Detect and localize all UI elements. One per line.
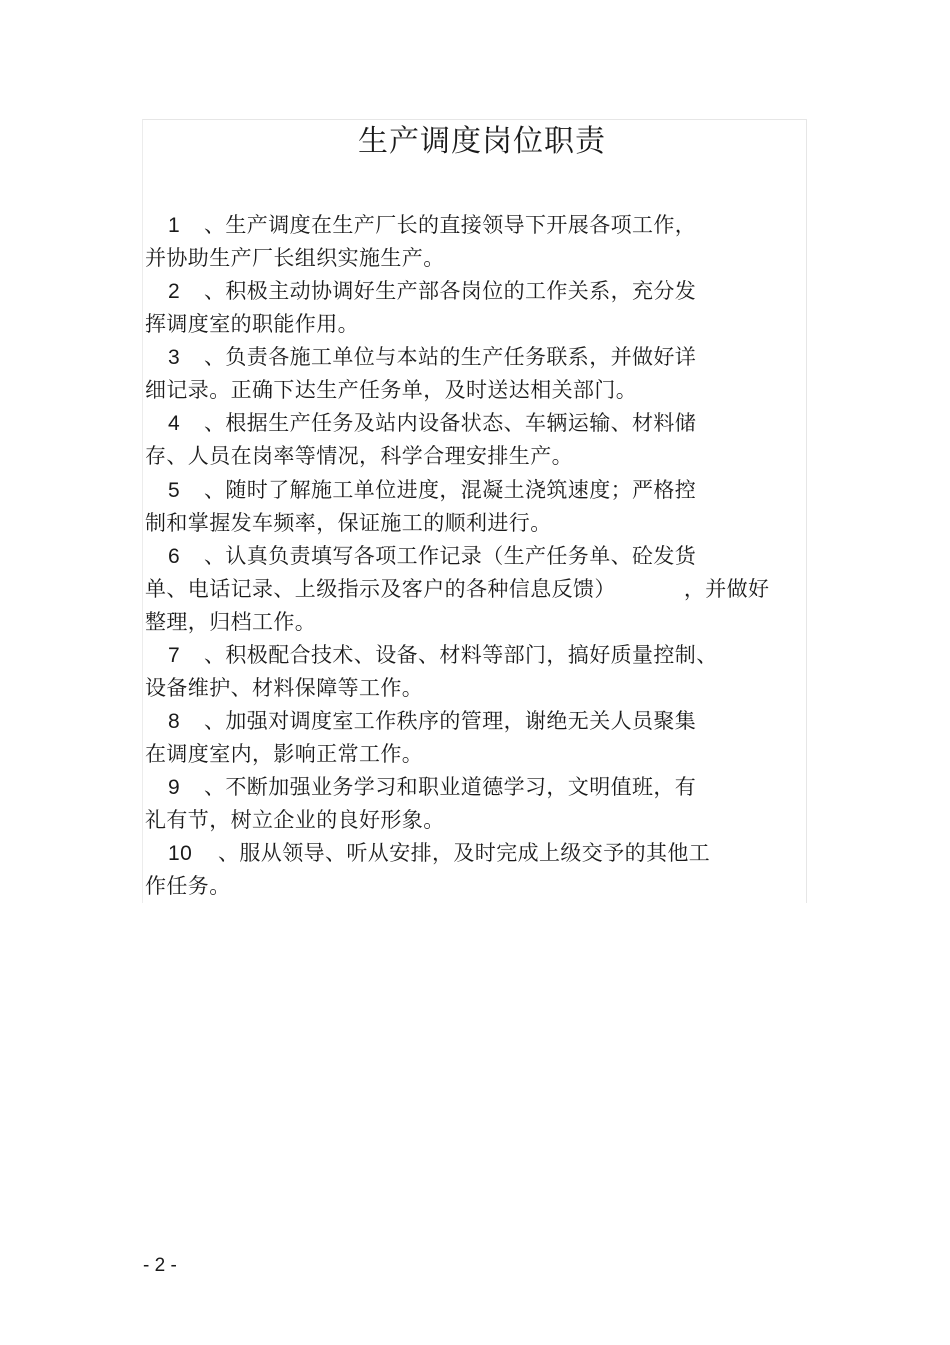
list-item-5-continuation: 制和掌握发车频率，保证施工的顺利进行。 <box>145 511 552 535</box>
list-item-10-continuation: 作任务。 <box>145 874 231 898</box>
list-item-2 <box>145 276 696 307</box>
item-text: 单、电话记录、上级指示及客户的各种信息反馈） <box>145 577 616 601</box>
item-number: 10 <box>168 842 193 865</box>
item-number: 6 <box>168 545 181 568</box>
item-number: 7 <box>168 644 181 667</box>
list-item-9-continuation: 礼有节，树立企业的良好形象。 <box>145 808 445 832</box>
item-number: 3 <box>168 346 181 369</box>
list-item-9 <box>145 772 696 803</box>
list-item-6 <box>145 541 696 572</box>
list-item-8 <box>145 706 696 737</box>
list-item-8-continuation: 在调度室内，影响正常工作。 <box>145 742 424 766</box>
item-text: 、认真负责填写各项工作记录（生产任务单、砼发货 <box>204 544 697 568</box>
item-text: 、不断加强业务学习和职业道德学习，文明值班，有 <box>204 775 697 799</box>
list-item-6-continuation <box>145 574 769 604</box>
page-number: - 2 - <box>143 1255 177 1276</box>
item-number: 9 <box>168 776 181 799</box>
item-text: ，并做好 <box>683 577 770 601</box>
list-item-3-continuation: 细记录。正确下达生产任务单，及时送达相关部门。 <box>145 378 638 402</box>
list-item-6-continuation: 整理，归档工作。 <box>145 610 317 634</box>
list-item-7 <box>145 640 718 671</box>
list-item-10 <box>145 838 710 869</box>
list-item-1 <box>145 210 696 241</box>
item-number: 4 <box>168 412 181 435</box>
item-number: 8 <box>168 710 181 733</box>
item-number: 2 <box>168 280 181 303</box>
item-number: 5 <box>168 479 181 502</box>
item-text: 、积极配合技术、设备、材料等部门，搞好质量控制、 <box>204 643 718 667</box>
list-item-2-continuation: 挥调度室的职能作用。 <box>145 312 359 336</box>
item-text: 、加强对调度室工作秩序的管理，谢绝无关人员聚集 <box>204 709 697 733</box>
list-item-5 <box>145 475 696 506</box>
item-text: 、根据生产任务及站内设备状态、车辆运输、材料储 <box>204 411 697 435</box>
item-text: 、积极主动协调好生产部各岗位的工作关系，充分发 <box>204 279 697 303</box>
document-title: 生产调度岗位职责 <box>358 124 606 159</box>
item-number: 1 <box>168 214 181 237</box>
item-text: 、负责各施工单位与本站的生产任务联系，并做好详 <box>204 345 697 369</box>
list-item-1-continuation: 并协助生产厂长组织实施生产。 <box>145 246 445 270</box>
item-text: 、服从领导、听从安排，及时完成上级交予的其他工 <box>218 841 711 865</box>
list-item-4 <box>145 408 696 439</box>
item-text: 、生产调度在生产厂长的直接领导下开展各项工作， <box>204 213 697 237</box>
list-item-3 <box>145 342 696 373</box>
item-text: 、随时了解施工单位进度，混凝土浇筑速度；严格控 <box>204 478 697 502</box>
list-item-7-continuation: 设备维护、材料保障等工作。 <box>145 676 424 700</box>
list-item-4-continuation: 存、人员在岗率等情况，科学合理安排生产。 <box>145 444 573 468</box>
